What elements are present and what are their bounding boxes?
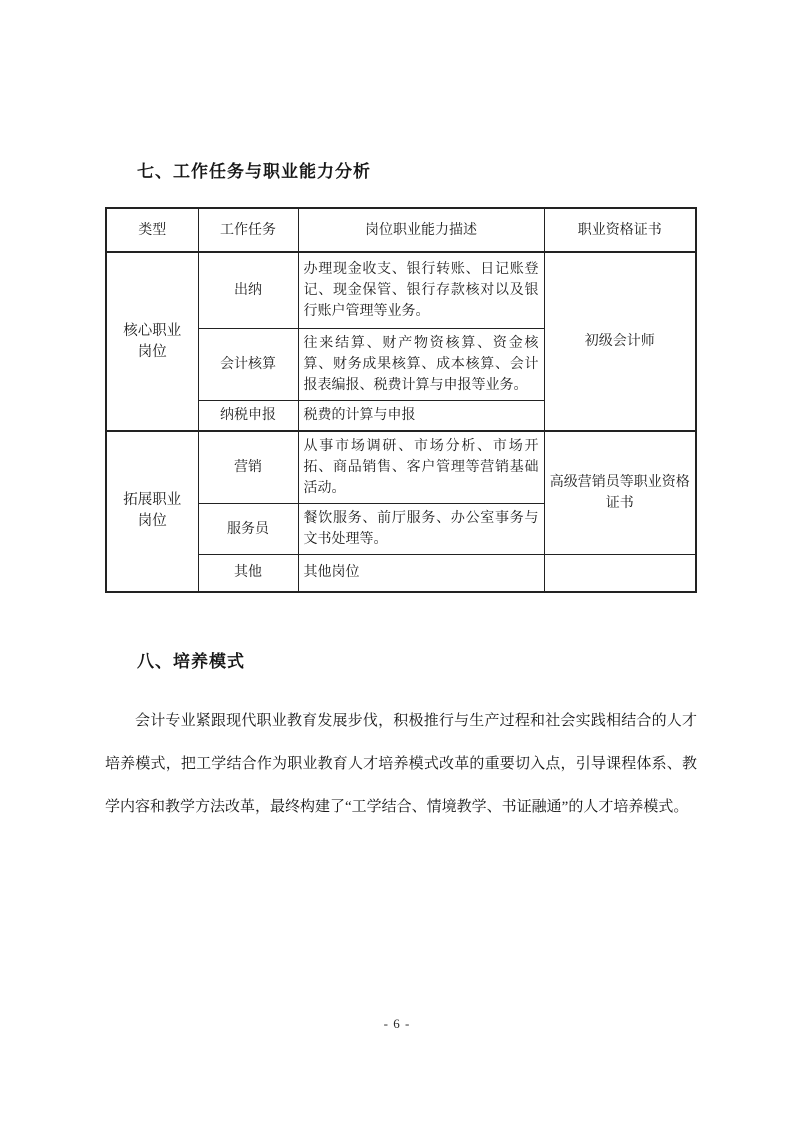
column-header-type: 类型	[106, 208, 198, 252]
certificate-cell-other	[544, 555, 696, 592]
task-cell-service: 服务员	[198, 504, 298, 555]
task-cell-marketing: 营销	[198, 431, 298, 504]
column-header-ability: 岗位职业能力描述	[298, 208, 544, 252]
table-row-marketing	[106, 431, 696, 504]
task-cell-tax: 纳税申报	[198, 400, 298, 431]
description-cell-cashier: 办理现金收支、银行转账、日记账登记、现金保管、银行存款核对以及银行账户管理等业务。	[298, 252, 544, 328]
table-row-cashier	[106, 252, 696, 328]
category-cell-extended: 拓展职业岗位	[106, 431, 198, 592]
category-cell-core: 核心职业岗位	[106, 252, 198, 431]
description-cell-service: 餐饮服务、前厅服务、办公室事务与文书处理等。	[298, 504, 544, 555]
section-7-heading: 七、工作任务与职业能力分析	[137, 162, 371, 181]
task-cell-other: 其他	[198, 555, 298, 592]
table-header-row	[106, 208, 696, 252]
training-model-paragraph: 会计专业紧跟现代职业教育发展步伐，积极推行与生产过程和社会实践相结合的人才培养模式，把工学结合作为职业教育人才培养模式改革的重要切入点，引导课程体系、教学内容和教学方法改革，最终构建了“工学结合、情境教学、书证融通”的人才培养模式。	[105, 713, 697, 815]
page-number: - 6 -	[383, 1016, 411, 1031]
certificate-cell-extended: 高级营销员等职业资格证书	[544, 431, 696, 555]
description-cell-other: 其他岗位	[298, 555, 544, 592]
section-8-heading: 八、培养模式	[137, 652, 245, 671]
description-cell-marketing: 从事市场调研、市场分析、市场开拓、商品销售、客户管理等营销基础活动。	[298, 431, 544, 504]
column-header-certificate: 职业资格证书	[544, 208, 696, 252]
description-cell-tax: 税费的计算与申报	[298, 400, 544, 431]
column-header-task: 工作任务	[198, 208, 298, 252]
task-cell-accounting: 会计核算	[198, 328, 298, 400]
task-cell-cashier: 出纳	[198, 252, 298, 328]
certificate-cell-core: 初级会计师	[544, 252, 696, 431]
job-analysis-table	[105, 207, 697, 593]
description-cell-accounting: 往来结算、财产物资核算、资金核算、财务成果核算、成本核算、会计报表编报、税费计算与申报等业务。	[298, 328, 544, 400]
